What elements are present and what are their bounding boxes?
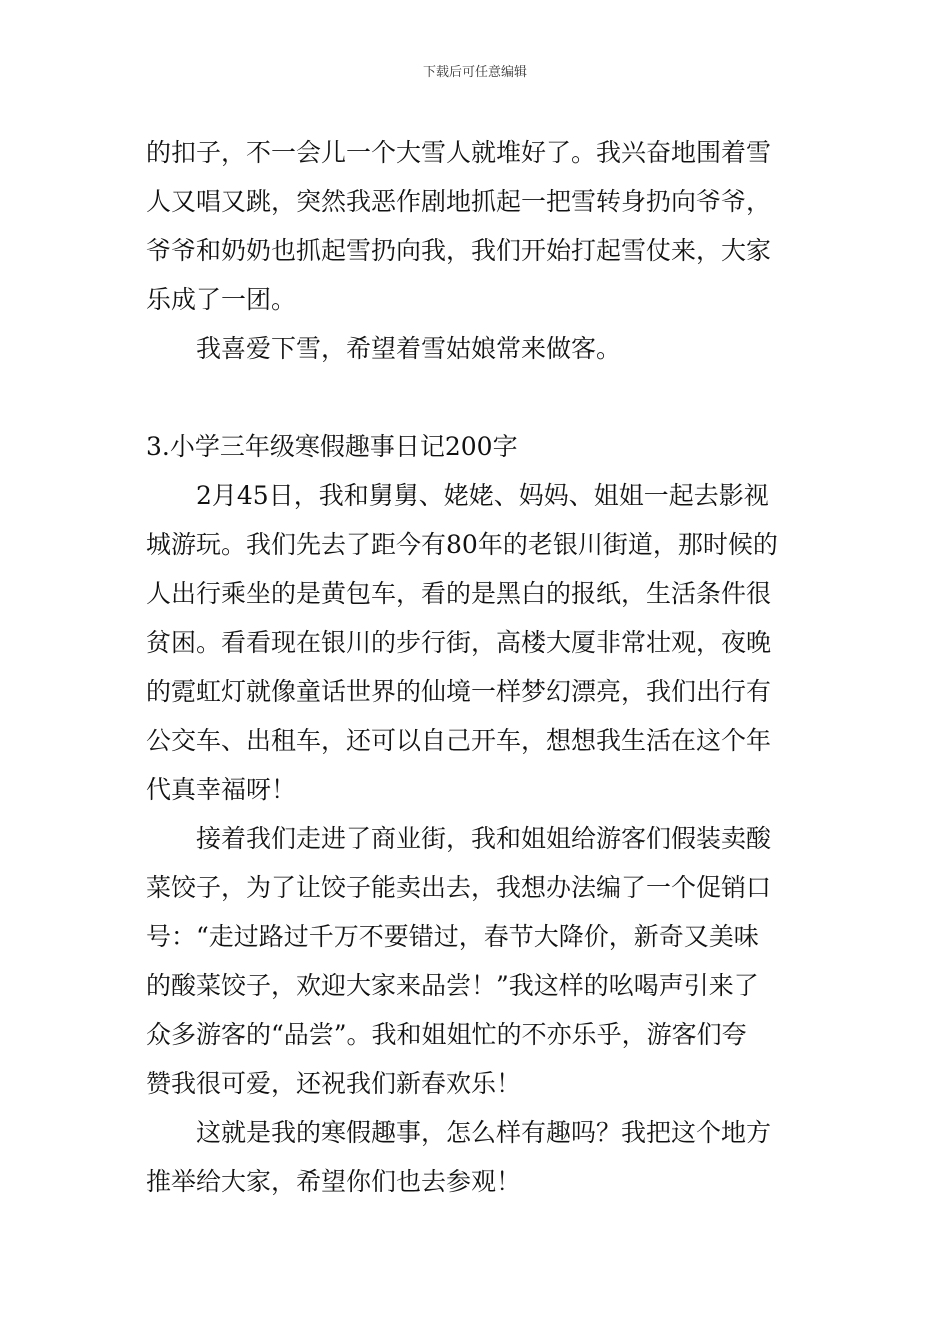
paragraph-snow-ending (146, 324, 808, 373)
text-line: 接着我们走进了商业街，我和姐姐给游客们假装卖酸 (196, 824, 772, 853)
text-line: 人出行乘坐的是黄包车，看的是黑白的报纸，生活条件很 (146, 579, 772, 608)
text-line: 2月45日，我和舅舅、姥姥、妈妈、姐姐一起去影视 (196, 481, 769, 510)
text-line: 我喜爱下雪，希望着雪姑娘常来做客。 (196, 334, 622, 363)
section-spacer (146, 373, 808, 422)
text-line: 赞我很可爱，还祝我们新春欢乐！ (146, 1069, 522, 1098)
page-header: 下载后可任意编辑 (422, 65, 527, 80)
paragraph-conclusion (146, 1108, 808, 1206)
text-line: 代真幸福呀！ (146, 775, 297, 804)
paragraph-snow-continued (146, 128, 808, 324)
text-line: 菜饺子，为了让饺子能卖出去，我想办法编了一个促销口 (146, 873, 772, 902)
text-line: 推举给大家，希望你们也去参观！ (146, 1167, 522, 1196)
text-line: 乐成了一团。 (146, 285, 297, 314)
text-line: 的霓虹灯就像童话世界的仙境一样梦幻漂亮，我们出行有 (146, 677, 772, 706)
text-line: 这就是我的寒假趣事，怎么样有趣吗？我把这个地方 (196, 1118, 772, 1147)
paragraph-business-street (146, 814, 808, 1108)
text-line: 的扣子，不一会儿一个大雪人就堆好了。我兴奋地围着雪 (146, 138, 772, 167)
document-body (146, 128, 808, 1206)
paragraph-city-visit (146, 471, 808, 814)
text-line: 公交车、出租车，还可以自己开车，想想我生活在这个年 (146, 726, 772, 755)
text-line: 城游玩。我们先去了距今有80年的老银川街道，那时候的 (146, 530, 778, 559)
heading-text: 3.小学三年级寒假趣事日记200字 (146, 432, 518, 461)
section-heading (146, 422, 808, 471)
text-line: 爷爷和奶奶也抓起雪扔向我，我们开始打起雪仗来，大家 (146, 236, 772, 265)
text-line: 号：“走过路过千万不要错过，春节大降价，新奇又美味 (146, 922, 759, 951)
text-line: 人又唱又跳，突然我恶作剧地抓起一把雪转身扔向爷爷， (146, 187, 772, 216)
text-line: 众多游客的“品尝”。我和姐姐忙的不亦乐乎，游客们夸 (146, 1020, 747, 1049)
text-line: 的酸菜饺子，欢迎大家来品尝！”我这样的吆喝声引来了 (146, 971, 759, 1000)
text-line: 贫困。看看现在银川的步行街，高楼大厦非常壮观，夜晚 (146, 628, 772, 657)
